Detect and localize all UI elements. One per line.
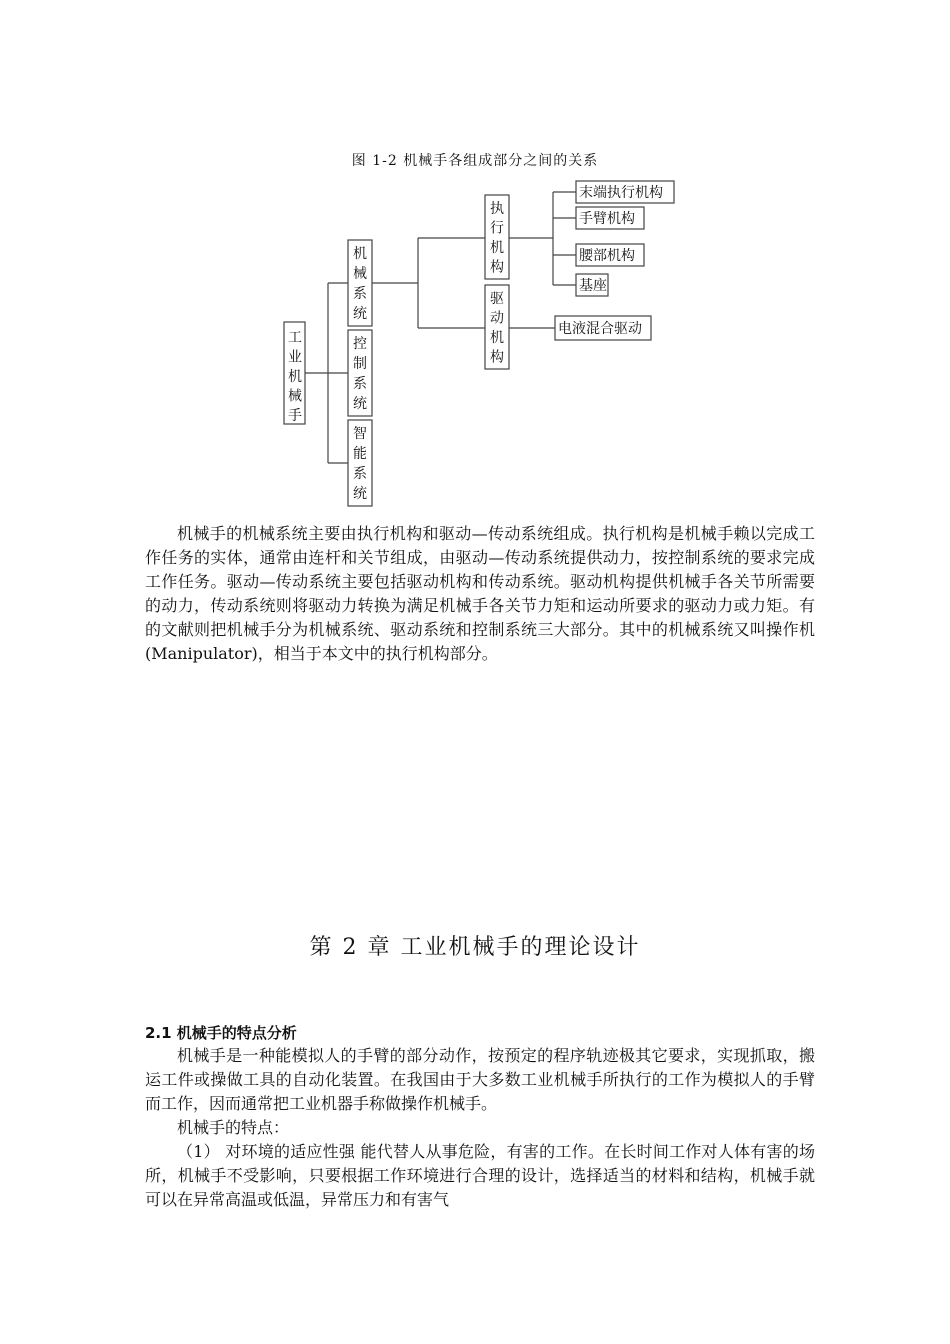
chapter-title: 第 2 章 工业机械手的理论设计 (309, 935, 641, 960)
label-electro-hydraulic: 电液混合驱动 (558, 321, 642, 337)
char: 动 (490, 310, 504, 327)
char: 智 (353, 426, 367, 442)
char: 械 (288, 388, 302, 405)
label-arm: 手臂机构 (579, 211, 635, 227)
paragraph-feature-1: （1） 对环境的适应性强 能代替人从事危险，有害的工作。在长时间工作对人体有害的场所，机械手不受影响，只要根据工作环境进行合理的设计，选择适当的材料和结构，机械手就可以在异常高温或低温，异常压力和有害气 (145, 1142, 815, 1209)
char: 行 (490, 220, 504, 237)
char: 构 (490, 259, 504, 276)
char: 机 (288, 369, 302, 385)
char: 机 (490, 330, 504, 346)
label-mechanical (353, 245, 367, 322)
char: 工 (288, 330, 302, 346)
char: 系 (353, 466, 367, 482)
label-control (353, 335, 367, 412)
char: 执 (490, 201, 504, 217)
paragraph-definition: 机械手是一种能模拟人的手臂的部分动作，按预定的程序轨迹极其它要求，实现抓取，搬运工件或操做工具的自动化装置。在我国由于大多数工业机械手所执行的工作为模拟人的手臂而工作，因而通常把工业机器手称做操作机械手。 (145, 1046, 815, 1113)
char: 械 (353, 266, 367, 282)
char: 制 (353, 356, 367, 372)
paragraph-features-heading: 机械手的特点： (177, 1118, 290, 1137)
char: 业 (288, 349, 302, 366)
char: 统 (353, 486, 367, 502)
hierarchy-diagram (0, 0, 950, 520)
char: 统 (353, 306, 367, 322)
root-label (288, 330, 302, 424)
char: 机 (490, 240, 504, 256)
label-base: 基座 (579, 278, 607, 294)
section-title: 2.1 机械手的特点分析 (145, 1024, 297, 1042)
paragraph-mechanical-system: 机械手的机械系统主要由执行机构和驱动—传动系统组成。执行机构是机械手赖以完成工作任务的实体，通常由连杆和关节组成，由驱动—传动系统提供动力，按控制系统的要求完成工作任务。驱动—传动系统主要包括驱动机构和传动系统。驱动机构提供机械手各关节所需要的动力，传动系统则将驱动力转换为满足机械手各关节力矩和运动所要求的驱动力或力矩。有的文献则把机械手分为机械系统、驱动系统和控制系统三大部分。其中的机械系统又叫操作机(Manipulator)，相当于本文中的执行机构部分。 (145, 524, 815, 663)
label-intelligent (353, 426, 367, 502)
figure-caption: 图 1-2 机械手各组成部分之间的关系 (351, 153, 599, 169)
char: 系 (353, 376, 367, 392)
char: 控 (353, 336, 367, 352)
char: 构 (490, 349, 504, 366)
char: 手 (288, 408, 302, 424)
label-drive (490, 291, 504, 366)
char: 能 (353, 446, 367, 462)
label-end-effector: 末端执行机构 (579, 185, 663, 201)
char: 系 (353, 286, 367, 302)
label-waist: 腰部机构 (579, 248, 635, 264)
char: 机 (353, 246, 367, 262)
char: 统 (353, 396, 367, 412)
label-execution (490, 200, 504, 276)
char: 驱 (490, 291, 504, 307)
